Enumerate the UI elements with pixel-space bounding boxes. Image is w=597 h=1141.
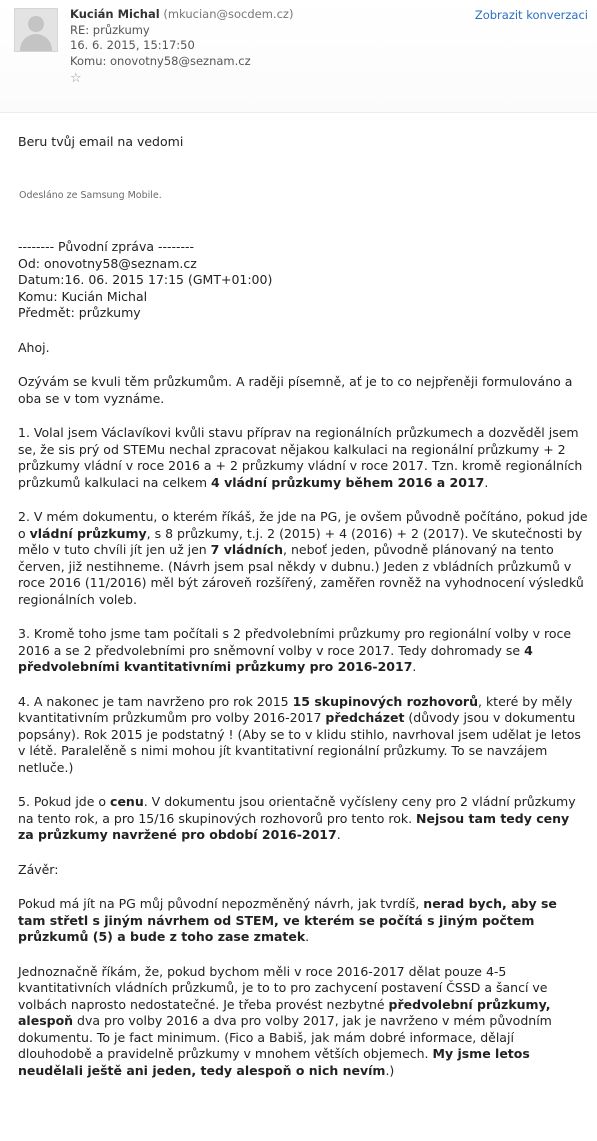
paragraph-3-end: . [412, 659, 417, 674]
message-subject: RE: průzkumy [70, 22, 150, 37]
original-from: Od: onovotny58@seznam.cz [18, 255, 197, 271]
greeting: Ahoj. [18, 339, 50, 355]
message-header [0, 0, 597, 113]
paragraph-5-text: 5. Pokud jde o [18, 794, 111, 809]
paragraph-2-text-2: , s 8 průzkumy, t.j. 2 (2015) + 4 (2016) + 2 (2017). Ve skutečnosti by mělo v tuto chvíli jít jen už jen [18, 525, 583, 557]
intro-paragraph: Ozývám se kvuli těm průzkumům. A raději písemně, ať je to co nejpřeněji formulováno a oba se v tom vyznáme. [18, 374, 573, 406]
paragraph-3 [18, 626, 588, 676]
paragraph-4-end: (důvody jsou v dokumentu popsány). Rok 2015 je podstatný ! (Aby se to v klidu stihlo, navrhoval jsem udělat je letos v létě. Paralelěně s nimi mohou jít kvantitativní regionální průzkumy. To se navzájem netluče.) [18, 710, 581, 775]
sender-email[interactable]: (mkucian@socdem.cz) [163, 7, 294, 21]
paragraph-4-text: 4. A nakonec je tam navrženo pro rok 2015 [18, 693, 293, 709]
paragraph-1 [18, 425, 588, 491]
paragraph-1-end: . [484, 474, 489, 490]
paragraph-5-bold-1: cenu [110, 794, 144, 809]
paragraph-5-bold-2: Nejsou tam tedy ceny za průzkumy navržené pro období 2016-2017 [18, 810, 570, 842]
sender-name[interactable]: Kucián Michal [70, 7, 160, 21]
avatar [14, 8, 58, 52]
paragraph-2-text: 2. V mém dokumentu, o kterém říkáš, že jde na PG, je ovšem původně počítáno, pokud jde o [18, 509, 588, 541]
paragraph-2 [18, 509, 588, 608]
original-message-header [18, 239, 588, 322]
original-subject: Předmět: průzkumy [18, 305, 141, 320]
mobile-signature: Odesláno ze Samsung Mobile. [19, 189, 162, 201]
star-icon[interactable]: ☆ [70, 71, 82, 86]
conclusion-heading: Závěr: [18, 861, 59, 877]
conclusion-2-text: Jednoznačně říkám, že, pokud bychom měli v roce 2016-2017 dělat pouze 4-5 kvantitativních vládních průzkumů, je to to pro zachycení postavení ČSSD a šancí ve volbách naprosto nedostatečné. Je třeba provést nezbytné [18, 963, 548, 1012]
message-meta [70, 7, 293, 87]
paragraph-5 [18, 794, 588, 844]
conclusion-paragraph-2 [18, 964, 588, 1080]
conclusion-1-text: Pokud má jít na PG můj původní nepozměněný návrh, jak tvrdíš, [18, 896, 424, 911]
conclusion-paragraph-1 [18, 896, 588, 946]
paragraph-3-bold: 4 předvolebními kvantitativními průzkumy pro 2016-2017 [18, 642, 533, 674]
paragraph-2-bold-1: vládní průzkumy [29, 525, 147, 541]
message-body [18, 134, 588, 1097]
message-recipient: Komu: onovotny58@seznam.cz [70, 53, 251, 68]
conclusion-1-bold: nerad bych, aby se tam střetl s jiným návrhem od STEM, ve kterém se počítá s jiným počtem průzkumů (5) a bude z toho zase zmatek [18, 896, 557, 944]
original-to: Komu: Kucián Michal [18, 288, 148, 304]
message-date: 16. 6. 2015, 15:17:50 [70, 38, 195, 52]
sender-line [70, 7, 293, 23]
paragraph-4-bold-1: 15 skupinových rozhovorů [292, 693, 478, 709]
view-conversation-link[interactable]: Zobrazit konverzaci [474, 8, 588, 22]
paragraph-3-text: 3. Kromě toho jsme tam počítali s 2 předvolebními průzkumy pro regionální volby v roce 2016 a se 2 předvolebními pro sněmovní volby v roce 2017. Tedy dohromady se [18, 626, 572, 658]
paragraph-4 [18, 694, 588, 777]
paragraph-4-text-2: , které by měly kvantitativním průzkumům pro volby 2016-2017 [18, 693, 573, 725]
paragraph-2-end: , neboť jeden, původně plánovaný na tento červen, již nestihneme. (Návrh jsem psal někdy v dubnu.) Jeden z vbládních průzkumů v roce 2016 (11/2016) měl být zároveň rozšířený, zaměřen rovněž na vyhodnocení výsledků regionálních voleb. [18, 542, 584, 607]
conclusion-2-text-2: dva pro volby 2016 a dva pro volby 2017, jak je navrženo v mém původním dokumentu. To je fact minimum. (Fico a Babiš, jak mám dobré informace, dělají dlouhodobě a pravidelně průzkumy v mnohem větších objemech. [18, 1013, 552, 1061]
paragraph-5-end: . [336, 827, 341, 842]
conclusion-2-end: .) [385, 1062, 395, 1078]
conclusion-2-bold-1: předvolební průzkumy, alespoň [18, 996, 551, 1028]
paragraph-1-text: 1. Volal jsem Václavíkovi kvůli stavu příprav na regionálních průzkumech a dozvěděl jsem se, že sis prý od STEMu nechal zpracovat nějakou kalkulaci na regionální průzkumy + 2 průzkumy vládní v roce 2016 a + 2 průzkumy vládní v roce 2017. Tzn. kromě regionálních průzkumů kalkulaci na celkem [18, 425, 583, 490]
paragraph-4-bold-2: předcházet [325, 710, 405, 725]
original-date: Datum:16. 06. 2015 17:15 (GMT+01:00) [18, 272, 273, 287]
paragraph-1-bold: 4 vládní průzkumy během 2016 a 2017 [211, 474, 485, 490]
paragraph-5-text-2: . V dokumentu jsou orientačně vyčísleny ceny pro 2 vládní průzkumy na tento rok, a pro 15/16 skupinových rozhovorů pro tento rok. [18, 794, 576, 826]
conclusion-1-end: . [305, 929, 310, 944]
avatar-body-shape [20, 34, 52, 52]
original-separator: -------- Původní zpráva -------- [18, 239, 195, 254]
paragraph-2-bold-2: 7 vládních [210, 542, 284, 557]
conclusion-2-bold-2: My jsme letos neudělali ještě ani jeden, tedy alespoň o nich nevím [18, 1046, 530, 1078]
avatar-head-shape [28, 16, 44, 32]
reply-text: Beru tvůj email na vedomi [18, 134, 184, 149]
